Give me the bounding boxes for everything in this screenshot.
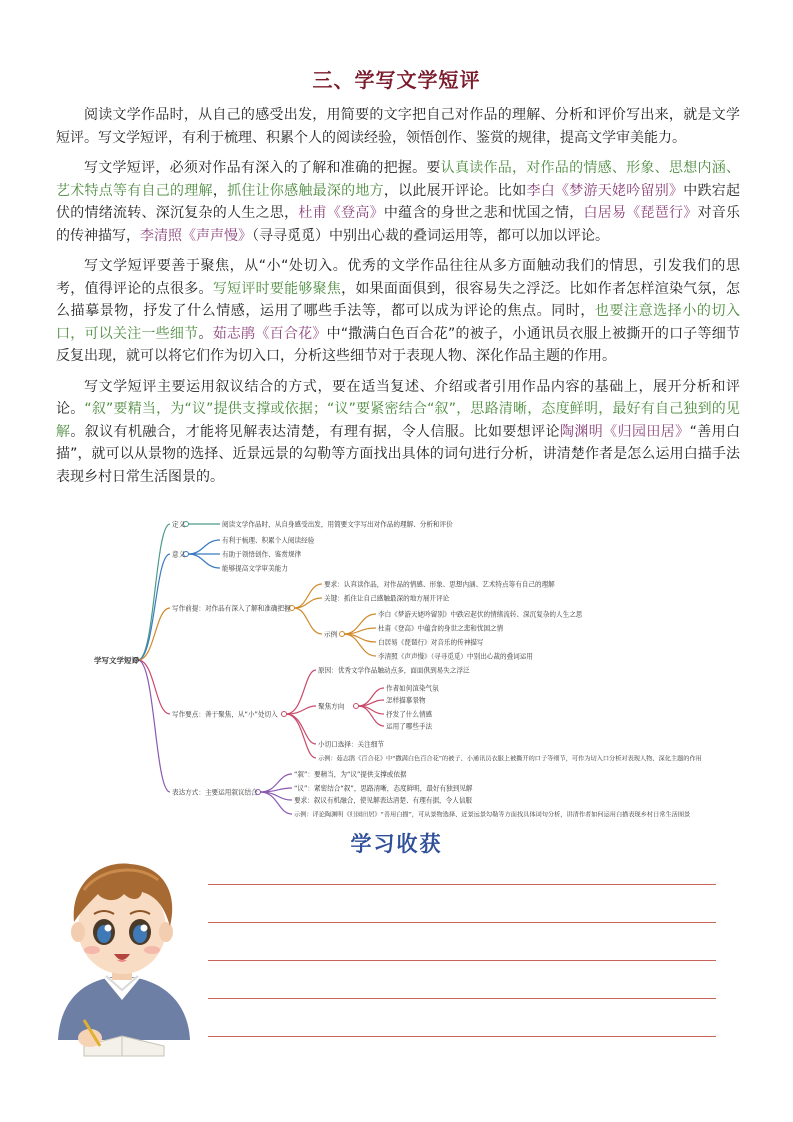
- mindmap-node: 怎样描摹景物: [386, 696, 426, 705]
- mindmap-node: 小切口选择：关注细节: [318, 740, 384, 749]
- mindmap-node: 运用了哪些手法: [386, 722, 433, 731]
- work-title: 杜甫《登高》: [298, 205, 384, 221]
- work-title: 李清照《声声慢》: [140, 227, 252, 244]
- work-title: 陶渊明《归园田居》: [559, 423, 690, 440]
- mindmap-node: 抒发了什么情感: [386, 710, 433, 719]
- mindmap-node: 聚焦方向: [318, 702, 345, 711]
- mindmap-node: 李白《梦游天姥吟留别》中跌宕起伏的情绪流转、深沉复杂的人生之思: [378, 610, 583, 619]
- mindmap-node: 有利于梳理、积累个人阅读经验: [222, 536, 315, 545]
- mindmap-node: 要求：叙议有机融合，使见解表达清楚、有理有据，令人信服: [294, 796, 473, 805]
- mindmap-node: 写作要点：善于聚焦，从“小”处切入: [172, 710, 278, 719]
- writing-line[interactable]: [208, 884, 716, 885]
- mindmap-node: 关键：抓住让自己感触最深的地方展开评论: [324, 594, 450, 603]
- highlight-green: “叙”要精当，为“议”提供支撑或依据；“议”要紧密结合“叙”，思路清晰，态度鲜明，最好有自己独到的见解: [56, 401, 740, 440]
- mindmap-branch: [138, 524, 170, 660]
- mindmap-node: 阅读文学作品时，从自身感受出发，用简要文字写出对作品的理解、分析和评价: [222, 520, 453, 529]
- writing-line[interactable]: [208, 960, 716, 961]
- mindmap-branch: [138, 608, 170, 660]
- mindmap-node: 示例: [324, 630, 338, 639]
- mindmap-node: 示例：茹志鹃《百合花》中“撒满白色百合花”的被子、小通讯员衣服上被撕开的口子等细节，可作为切入口分析对表现人物、深化主题的作用: [318, 755, 702, 763]
- mindmap-node: 作者如何渲染气氛: [386, 684, 439, 693]
- highlight-green: 认真读作品，对作品的情感、形象、思想内涵、艺术特点等有自己的理解: [56, 160, 741, 199]
- mindmap-node: 示例：评论陶渊明《归园田居》“善用白描”，可从景物选择、近景远景勾勒等方面找具体词句分析，讲清作者如何运用白描表现乡村日常生活图景: [294, 811, 691, 819]
- mindmap-root: 学写文学短评: [94, 656, 139, 665]
- highlight-green: 抓住让你感触最深的地方: [227, 182, 384, 199]
- page-title: 三、学写文学短评: [312, 68, 481, 92]
- mindmap-node: 有助于领悟创作、鉴赏规律: [222, 550, 302, 559]
- mindmap-node: 定义: [172, 520, 186, 529]
- work-title: 白居易《琵琶行》: [583, 205, 698, 221]
- mindmap-node: 意义: [172, 550, 186, 559]
- student-illustration: [44, 850, 202, 1060]
- work-title: 李白《梦游天姥吟留别》: [526, 182, 684, 199]
- highlight-green: 写短评时要能够聚焦: [212, 280, 342, 297]
- mindmap-node: 杜甫《登高》中蕴含的身世之悲和忧国之情: [378, 624, 504, 633]
- mind-map: [80, 510, 740, 826]
- writing-line[interactable]: [208, 922, 716, 923]
- mindmap-node: 原因：优秀文学作品触动点多，面面俱到易失之浮泛: [318, 666, 470, 675]
- mindmap-node: 写作前提：对作品有深入了解和准确把握: [172, 604, 291, 613]
- paragraph-2: 写文学短评，必须对作品有深入的了解和准确的把握。要认真读作品，对作品的情感、形象、思想内涵、艺术特点等有自己的理解，抓住让你感触最深的地方，以此展开评论。比如李白《梦游天姥吟留别》中跌宕起伏的情绪流转、深沉复杂的人生之思，杜甫《登高》中蕴含的身世之悲和忧国之情，白居易《琵琶行》对音乐的传神描写，李清照《声声慢》（寻寻觅觅）中别出心裁的叠词运用等，都可以加以评论。: [56, 160, 741, 244]
- writing-line[interactable]: [208, 1036, 716, 1037]
- mindmap-node: “议”：紧密结合“叙”，思路清晰，态度鲜明，最好有独到见解: [294, 784, 473, 793]
- writing-line[interactable]: [208, 998, 716, 999]
- mindmap-node: 能够提高文学审美能力: [222, 564, 288, 573]
- paragraph-1: 阅读文学作品时，从自己的感受出发，用简要的文字把自己对作品的理解、分析和评价写出来，就是文学短评。写文学短评，有利于梳理、积累个人的阅读经验，领悟创作、鉴赏的规律，提高文学审美能力。: [56, 107, 740, 146]
- paragraph-3: 写文学短评要善于聚焦，从“小“处切入。优秀的文学作品往往从多方面触动我们的情思，引发我们的思考，值得评论的点很多。写短评时要能够聚焦，如果面面俱到，很容易失之浮泛。比如作者怎样渲染气氛，怎么描摹景物，抒发了什么情感，运用了哪些手法等，都可以成为评论的焦点。同时，也要注意选择小的切入口，可以关注一些细节。茹志鹃《百合花》中“撒满白色百合花”的被子，小通讯员衣服上被撕开的口子等细节反复出现，就可以将它们作为切入口，分析这些细节对于表现人物、深化作品主题的作用。: [56, 258, 741, 364]
- mindmap-node: 李清照《声声慢》（寻寻觅觅）中别出心裁的叠词运用: [378, 652, 533, 661]
- mindmap-node: “叙”：要精当，为“议”提供支撑或依据: [294, 770, 407, 779]
- mindmap-node: 要求：认真读作品，对作品的情感、形象、思想内涵、艺术特点等有自己的理解: [324, 580, 555, 589]
- mindmap-node: 白居易《琵琶行》对音乐的传神描写: [378, 638, 484, 647]
- work-title: 茹志鹃《百合花》: [212, 325, 327, 342]
- mindmap-branch: [138, 660, 170, 714]
- mindmap-branch: [138, 554, 170, 660]
- paragraph-4: 写文学短评主要运用叙议结合的方式，要在适当复述、介绍或者引用作品内容的基础上，展开分析和评论。“叙”要精当，为“议”提供支撑或依据；“议”要紧密结合“叙”，思路清晰，态度鲜明，最好有自己独到的见解。叙议有机融合，才能将见解表达清楚，有理有据，令人信服。比如要想评论陶渊明《归园田居》“善用白描”，就可以从景物的选择、近景远景的勾勒等方面找出具体的词句进行分析，讲清楚作者是怎么运用白描手法表现乡村日常生活图景的。: [56, 378, 741, 485]
- mindmap-node: 表达方式：主要运用叙议结合: [172, 788, 258, 797]
- mindmap-branch: [138, 660, 170, 792]
- harvest-title: 学习收获: [350, 832, 443, 856]
- highlight-green: 也要注意选择小的切入口，可以关注一些细节: [56, 303, 741, 342]
- article-body: [56, 104, 740, 496]
